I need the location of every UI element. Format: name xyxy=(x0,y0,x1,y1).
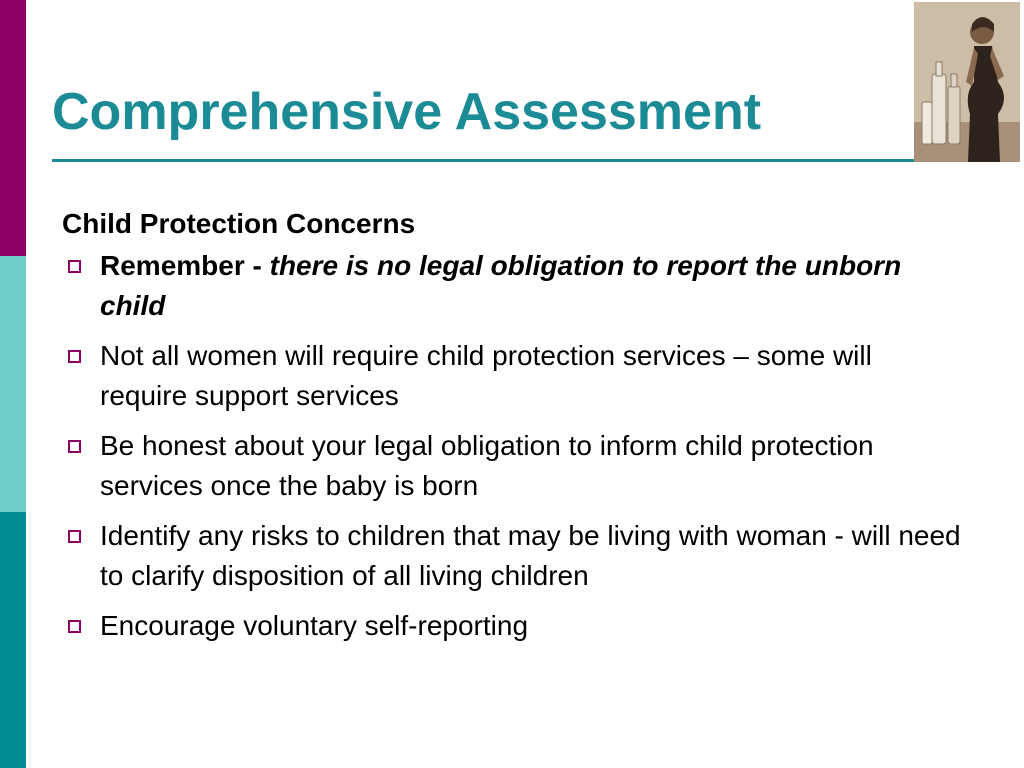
hollow-square-bullet-icon xyxy=(68,620,81,633)
hollow-square-bullet-icon xyxy=(68,260,81,273)
hollow-square-bullet-icon xyxy=(68,440,81,453)
title-underline xyxy=(52,159,914,162)
bullet-item xyxy=(62,246,962,326)
bullet-text: Be honest about your legal obligation to inform child protection services once the baby is born xyxy=(100,430,874,501)
slide-content xyxy=(62,206,962,656)
bullet-item xyxy=(62,606,962,646)
section-heading: Child Protection Concerns xyxy=(62,208,416,239)
slide-title: Comprehensive Assessment xyxy=(52,83,762,141)
bullet-text: Identify any risks to children that may be living with woman - will need to clarify disposition of all living children xyxy=(100,520,961,591)
hollow-square-bullet-icon xyxy=(68,530,81,543)
pregnant-woman-photo xyxy=(914,2,1020,162)
bullet-item xyxy=(62,336,962,416)
bullet-lead: Remember - xyxy=(100,250,270,281)
bullet-item xyxy=(62,516,962,596)
pregnant-woman-illustration xyxy=(914,2,1020,162)
side-bar-top xyxy=(0,0,26,256)
bullet-emphasis: there is no legal obligation to report the unborn child xyxy=(100,250,902,321)
bullet-text: Encourage voluntary self-reporting xyxy=(100,610,529,641)
bullet-text: Not all women will require child protection services – some will require support services xyxy=(100,340,872,411)
side-bar-bottom xyxy=(0,512,26,768)
bullet-item xyxy=(62,426,962,506)
side-bar-middle xyxy=(0,256,26,512)
hollow-square-bullet-icon xyxy=(68,350,81,363)
bullet-list xyxy=(62,246,962,646)
